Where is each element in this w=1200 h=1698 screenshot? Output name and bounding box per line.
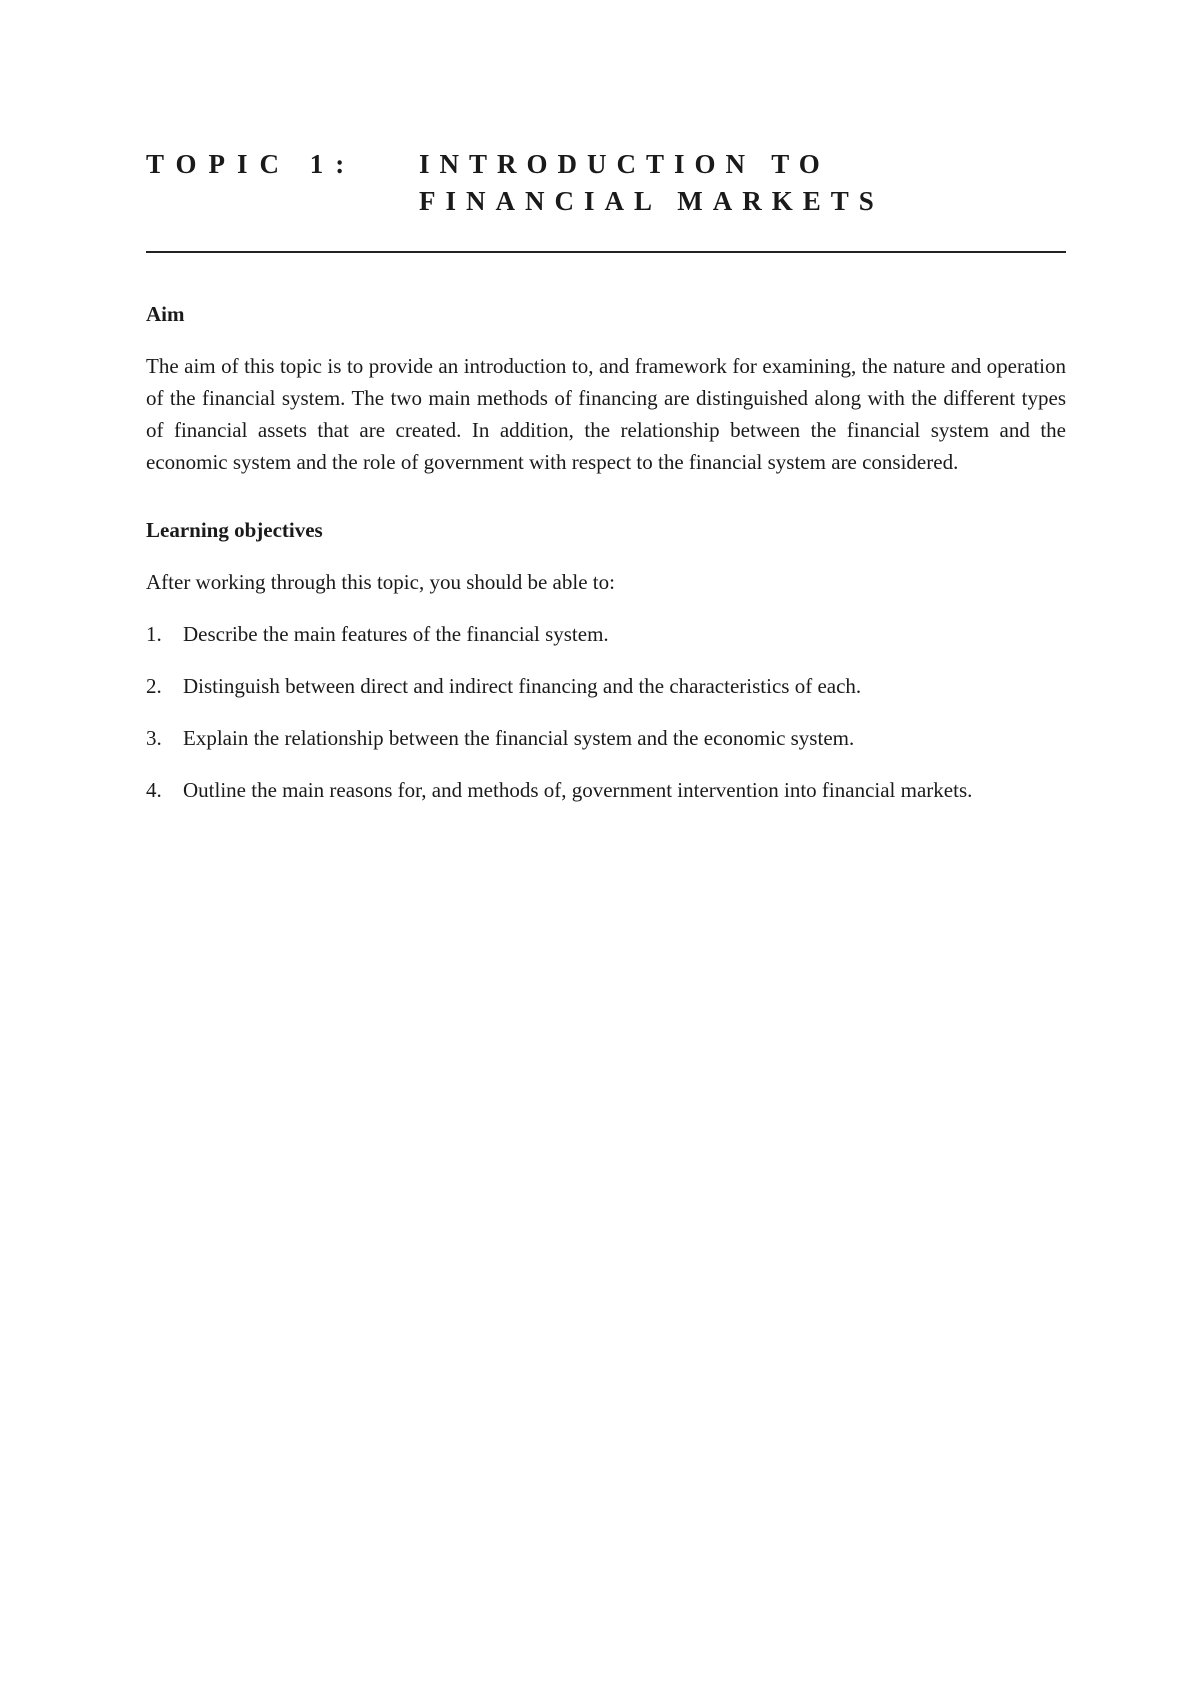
aim-heading: Aim: [146, 302, 185, 326]
topic-label: TOPIC 1:: [146, 149, 357, 179]
objective-text: Describe the main features of the financial system.: [183, 622, 609, 646]
objective-number: 2.: [146, 674, 162, 698]
objective-number: 4.: [146, 778, 162, 802]
objective-item: [146, 670, 1066, 702]
objectives-list: [146, 618, 1066, 806]
objective-number: 1.: [146, 622, 162, 646]
learning-objectives-intro: After working through this topic, you should be able to:: [146, 570, 615, 594]
objective-text: Outline the main reasons for, and methods of, government intervention into financial markets.: [183, 778, 973, 802]
aim-paragraph: The aim of this topic is to provide an introduction to, and framework for examining, the nature and operation of the financial system. The two main methods of financing are distinguished along with the different types of financial assets that are created. In addition, the relationship between the financial system and the economic system and the role of government with respect to the financial system are considered.: [146, 354, 1066, 474]
objective-text: Explain the relationship between the financial system and the economic system.: [183, 726, 855, 750]
topic-title-line-2: FINANCIAL MARKETS: [419, 186, 884, 216]
page-content: [146, 298, 1066, 826]
learning-objectives-heading: Learning objectives: [146, 518, 323, 542]
objective-item: [146, 774, 1066, 806]
topic-title: [419, 146, 884, 220]
topic-header: [146, 146, 1066, 230]
objective-item: [146, 722, 1066, 754]
topic-title-line-1: INTRODUCTION TO: [419, 149, 830, 179]
header-divider: [146, 251, 1066, 253]
objective-item: [146, 618, 1066, 650]
objective-text: Distinguish between direct and indirect financing and the characteristics of each.: [183, 674, 862, 698]
objective-number: 3.: [146, 726, 162, 750]
